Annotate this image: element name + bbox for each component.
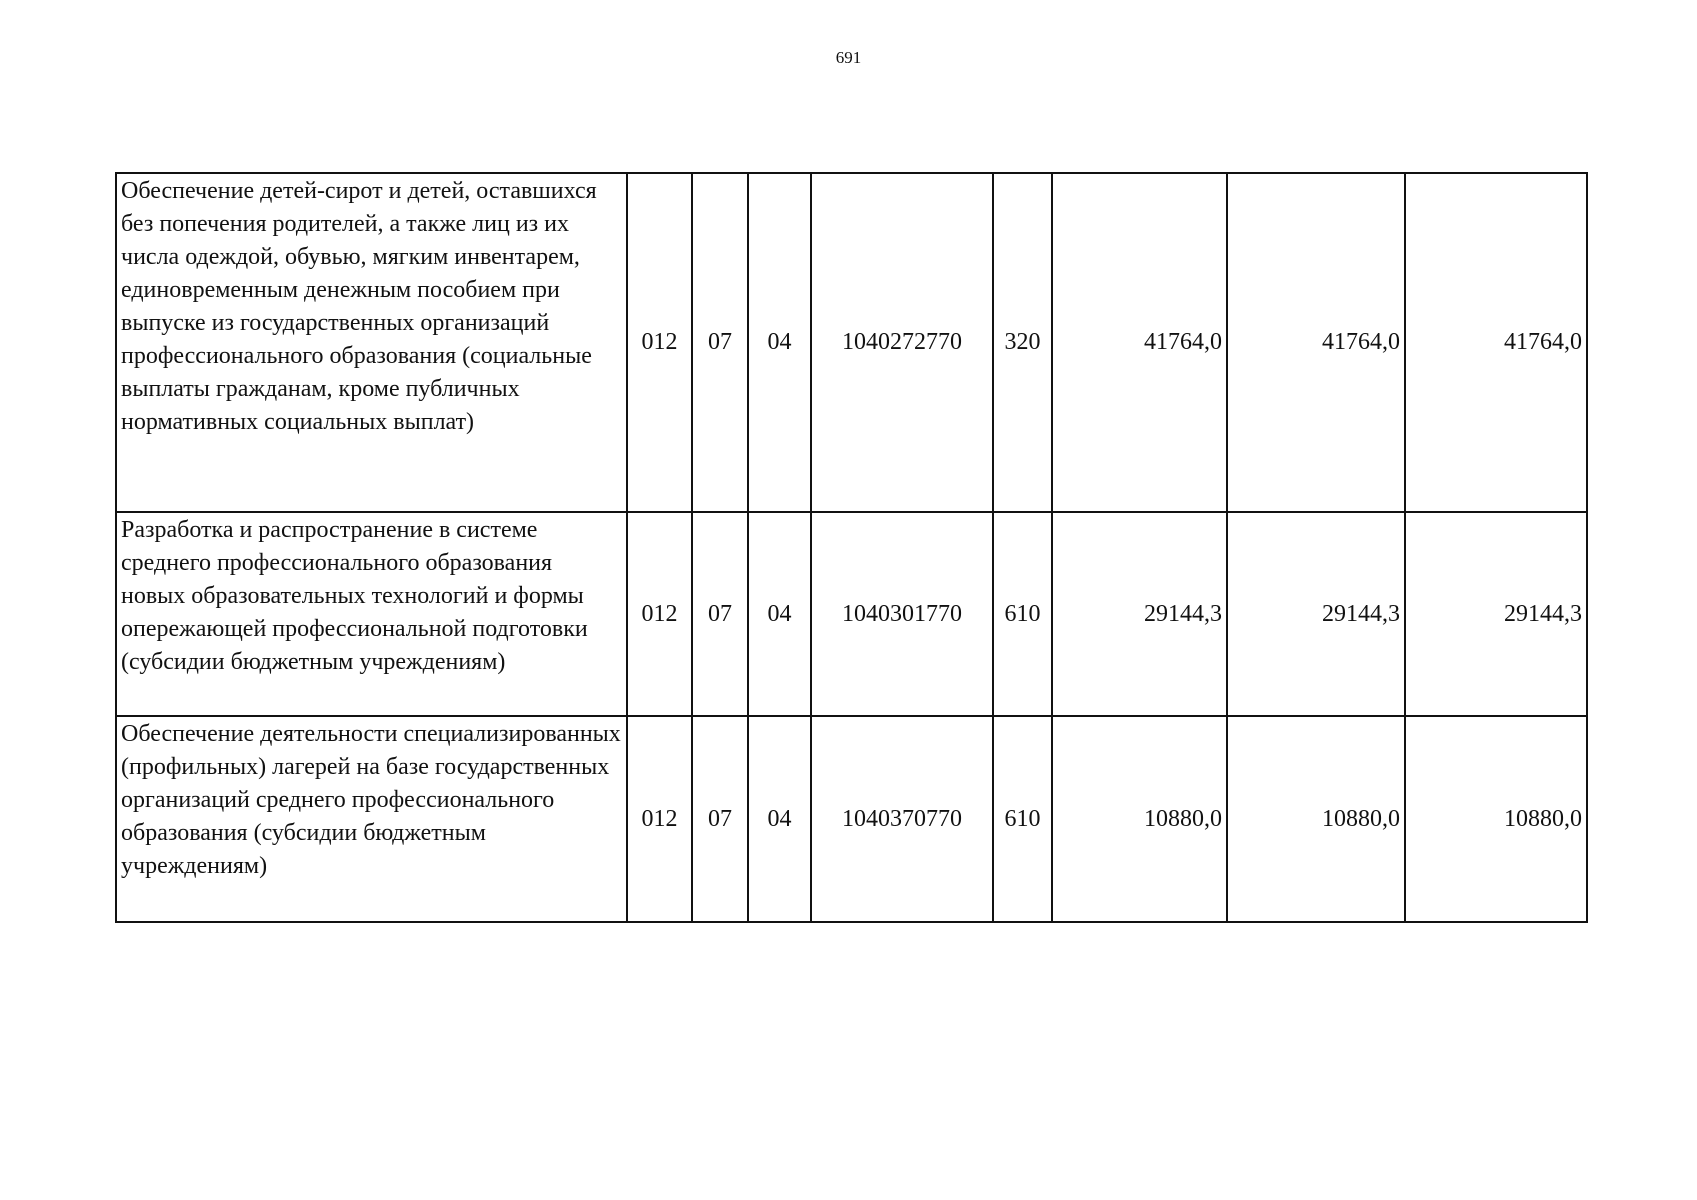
ministry-code: 012	[627, 512, 692, 716]
target-article-code: 1040301770	[811, 512, 993, 716]
amount-cell: 10880,0	[1052, 716, 1227, 922]
amount-cell: 10880,0	[1227, 716, 1405, 922]
expense-type-code: 320	[993, 173, 1052, 512]
amount-cell: 41764,0	[1405, 173, 1587, 512]
section-code: 07	[692, 716, 748, 922]
row-description: Разработка и распространение в системе среднего профессионального образования новых образовательных технологий и формы опережающей профессиональной подготовки (субсидии бюджетным учреждениям)	[116, 512, 627, 716]
amount-cell: 10880,0	[1405, 716, 1587, 922]
page-number: 691	[835, 48, 862, 67]
target-article-code: 1040370770	[811, 716, 993, 922]
ministry-code: 012	[627, 716, 692, 922]
amount-cell: 29144,3	[1052, 512, 1227, 716]
section-code: 07	[692, 173, 748, 512]
row-description: Обеспечение детей-сирот и детей, оставшихся без попечения родителей, а также лиц из их числа одеждой, обувью, мягким инвентарем, единовременным денежным пособием при выпуске из государственных организаций профессионального образования (социальные выплаты гражданам, кроме публичных нормативных социальных выплат)	[116, 173, 627, 512]
amount-cell: 41764,0	[1227, 173, 1405, 512]
amount-cell: 29144,3	[1227, 512, 1405, 716]
table-row	[116, 173, 1587, 512]
section-code: 07	[692, 512, 748, 716]
subsection-code: 04	[748, 173, 811, 512]
table-row	[116, 716, 1587, 922]
expense-type-code: 610	[993, 512, 1052, 716]
amount-cell: 29144,3	[1405, 512, 1587, 716]
table-row	[116, 512, 1587, 716]
amount-cell: 41764,0	[1052, 173, 1227, 512]
budget-table	[115, 172, 1588, 923]
target-article-code: 1040272770	[811, 173, 993, 512]
subsection-code: 04	[748, 716, 811, 922]
expense-type-code: 610	[993, 716, 1052, 922]
row-description: Обеспечение деятельности специализированных (профильных) лагерей на базе государственных организаций среднего профессионального образования (субсидии бюджетным учреждениям)	[116, 716, 627, 922]
ministry-code: 012	[627, 173, 692, 512]
subsection-code: 04	[748, 512, 811, 716]
